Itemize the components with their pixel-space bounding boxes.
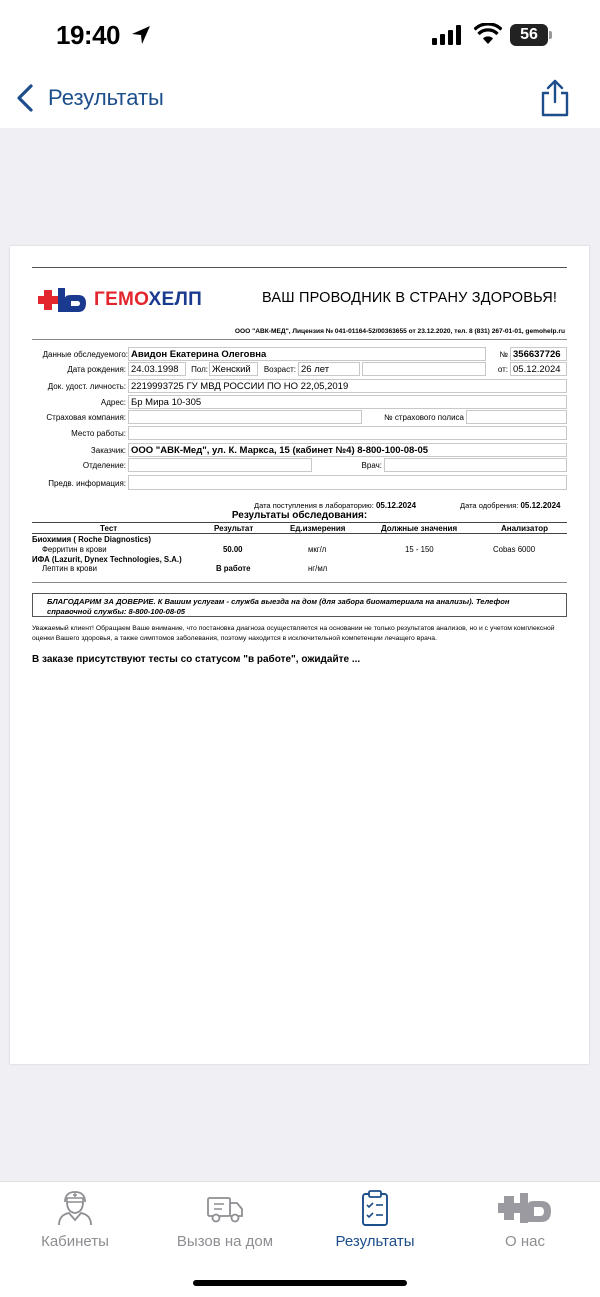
navigation-bar [0,70,600,128]
status-message: В заказе присутствуют тесты со статусом "в работе", ожидайте ... [32,654,361,665]
order-number-value: 356637726 [510,347,567,361]
doctor-value [384,458,567,472]
test-result: 50.00 [223,545,243,554]
policy-label: № страхового полиса [384,413,464,422]
chevron-left-icon [14,83,36,113]
address-value: Бр Мира 10-305 [128,395,567,409]
home-indicator [193,1280,407,1286]
col-analyzer: Анализатор [501,524,548,533]
truck-icon [205,1190,245,1226]
department-value [128,458,312,472]
from-date-value: 05.12.2024 [510,362,567,376]
doctor-icon [55,1190,95,1226]
tab-label: Вызов на дом [176,1233,274,1250]
lab-date: Дата поступления в лабораторию: 05.12.2024 [254,501,417,510]
workplace-value [128,426,567,440]
test-analyzer: Cobas 6000 [493,545,536,554]
sex-label: Пол: [191,365,208,374]
customer-label: Заказчик: [90,446,126,455]
dob-label: Дата рождения: [67,365,126,374]
col-ref: Должные значения [381,524,458,533]
patient-name-value: Авидон Екатерина Олеговна [128,347,486,361]
status-time: 19:40 [56,20,120,50]
clipboard-check-icon [355,1190,395,1226]
cellular-signal-icon [432,25,464,45]
tab-label: Результаты [335,1233,415,1250]
dob-value: 24.03.1998 [128,362,186,376]
order-number-label: № [499,350,508,359]
test-name: Ферритин в крови [42,545,107,554]
customer-value: ООО "АВК-Мед", ул. К. Маркса, 15 (кабинет №4) 8-800-100-08-05 [128,443,567,457]
insurance-value [128,410,362,424]
department-label: Отделение: [82,461,126,470]
test-units: нг/мл [308,564,328,573]
id-document-value: 2219993725 ГУ МВД РОССИИ ПО НО 22,05,2019 [128,379,567,393]
brand-logo-icon [496,1190,554,1226]
approve-date: Дата одобрения: 05.12.2024 [460,501,561,510]
tab-cabinets[interactable] [0,1190,150,1250]
tab-about[interactable] [450,1190,600,1250]
thanks-box: БЛАГОДАРИМ ЗА ДОВЕРИЕ. К Вашим услугам - служба выезда на дом (для забора биоматериала на анализы). Телефон справочной службы: 8-800-100-08-05 [32,593,567,617]
brand-name: ГЕМОХЕЛП [94,289,203,310]
patient-name-label: Данные обследуемого: [42,350,128,359]
doctor-label: Врач: [361,461,382,470]
policy-value [466,410,567,424]
id-document-label: Док. удост. личность: [47,382,126,391]
tab-home-visit[interactable] [150,1190,300,1250]
status-bar [0,0,600,70]
col-units: Ед.измерения [290,524,346,533]
lab-result-document [10,246,589,1064]
license-info: ООО "АВК-МЕД", Лицензия № 041-01164-52/00363655 от 23.12.2020, тел. 8 (831) 267-01-01, gemohelp.ru [234,328,565,335]
share-icon[interactable] [538,78,572,118]
results-title: Результаты обследования: [231,510,368,521]
tab-bar [0,1181,600,1297]
group-name: ИФА (Lazurit, Dynex Technologies, S.A.) [32,555,182,564]
from-label: от: [497,365,508,374]
col-test: Тест [100,524,118,533]
prelim-info-value [128,475,567,490]
test-name: Лептин в крови [42,564,97,573]
age-value: 26 лет [298,362,360,376]
tab-results[interactable] [300,1190,450,1250]
brand-logo [38,286,202,314]
wifi-icon [474,23,502,45]
address-label: Адрес: [100,398,126,407]
battery-icon [510,24,552,46]
location-arrow-icon [130,24,152,46]
tab-label: О нас [505,1233,545,1250]
slogan: ВАШ ПРОВОДНИК В СТРАНУ ЗДОРОВЬЯ! [262,290,558,306]
tab-label: Кабинеты [41,1233,109,1250]
test-result: В работе [216,564,251,573]
insurance-label: Страховая компания: [46,413,126,422]
back-button-label: Результаты [48,85,164,110]
col-result: Результат [214,524,254,533]
workplace-label: Место работы: [71,429,126,438]
age-label: Возраст: [263,365,296,374]
sex-value: Женский [209,362,258,376]
prelim-info-label: Предв. информация: [48,479,126,488]
notice-text: Уважаемый клиент! Обращаем Ваше внимание, что постановка диагноза осуществляется на основании не только результатов анализов, но и с учетом комплексной оценки Вашего здоровья, а также симптомов заболевания, поэтому находится в исключительной компетенции лечащего врача. [32,625,555,642]
test-units: мкг/л [308,545,327,554]
empty-field [362,362,486,376]
gemohelp-logo-icon [38,286,90,314]
back-button[interactable] [14,78,164,118]
test-ref: 15 - 150 [405,545,434,554]
battery-level: 56 [510,24,548,46]
group-name: Биохимия ( Roche Diagnostics) [32,535,151,544]
